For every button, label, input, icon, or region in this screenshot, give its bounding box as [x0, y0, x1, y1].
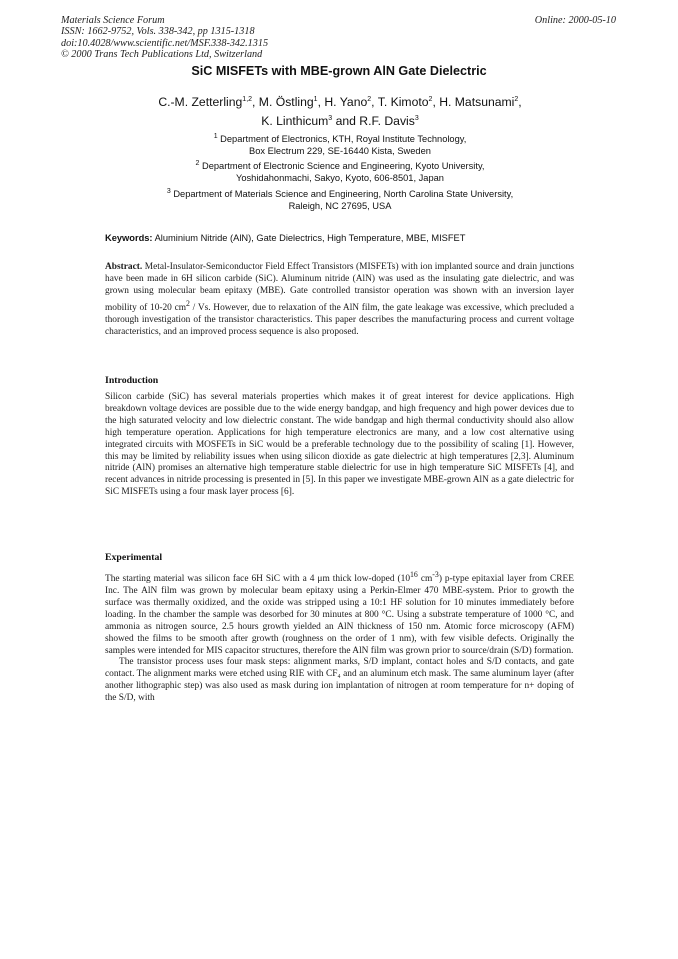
section-heading-experimental: Experimental: [105, 552, 163, 563]
author-name: C.-M. Zetterling: [158, 95, 243, 110]
copyright-line: © 2000 Trans Tech Publications Ltd, Switzerland: [61, 49, 263, 61]
introduction-text: Silicon carbide (SiC) has several materials properties which makes it of great interest for device applications. High breakdown voltage devices are possible due to the wide energy bandgap, and high frequency and high power devices due to the high saturated velocity and low dielectric constant. The wide bandgap and high thermal conductivity should also allow high temperature operation. Applications for high temperature electronics are many, and a low cost alternative using integrated circuits with MOSFETs in SiC would be a preferable technology due to the possibility of scaling [1]. However, this may be limited by reliability issues when using silicon dioxide as gate dielectric at high temperatures [2,3]. Aluminum nitride (AlN) promises an alternative high temperature stable dielectric for use in high temperature SiC MISFETs [4], and recent advances in nitride processing is presented in [5]. In this paper we investigate MBE-grown AlN as a gate dielectric for SiC MISFETs using a four mask layer process [6].: [105, 392, 574, 498]
author-name: , T. Kimoto: [371, 95, 429, 110]
author-name: , H. Matsunami: [432, 95, 515, 110]
journal-name: Materials Science Forum: [61, 15, 165, 26]
journal-header: [61, 15, 268, 61]
author-list: C.-M. Zetterling$^{1,2}$, M. Östling$^1$, H. Yano$^2$, T. Kimoto$^2$, H. Matsunami$^2$, K. Linthicum$^3$ and R.F. Davis$^3$: [158, 95, 522, 128]
abstract-label: Abstract.: [105, 262, 143, 272]
author-name: , H. Yano: [317, 95, 368, 110]
online-date: Online: 2000-05-10: [534, 15, 616, 26]
author-name: K. Linthicum: [261, 113, 329, 128]
section-heading-introduction: Introduction: [105, 375, 159, 386]
abstract: Abstract. Metal-Insulator-Semiconductor Field Effect Transistors (MISFETs) with ion implanted source and drain junctions have been made in 6H silicon carbide (SiC). Aluminum nitride (AlN) was used as the insulating gate dielectric, and was grown using molecular beam epitaxy (MBE). Gate controlled transistor operation was shown with an inversion layer mobility of 10-20 $cm^2$ / Vs. However, due to relaxation of the AlN film, the gate leakage was excessive, which precluded a thorough investigation of the transistor characteristics. This paper describes the manufacturing process and current voltage characteristics, and an improved process sequence is also proposed.: [105, 262, 574, 337]
experimental-text: The starting material was silicon face 6H SiC with a 4 μm thick low-doped ($10^{16}$ $cm^{-3}$) p-type epitaxial layer from CREE Inc. The AlN film was grown by molecular beam epitaxy using a Perkin-Elmer 470 MBE-system. Prior to growth the surface was thermally oxidized, and the oxide was stripped using a 10:1 HF solution for 10 minutes immediately before loading. In the chamber the sample was desorbed for 30 minutes at 800 °C. Using a substrate temperature of 1000 °C, and ammonia as nitrogen source, 2.5 hours growth yielded an AlN thickness of 150 nm. Atomic force microscopy (AFM) showed the films to be smooth after growth (roughness on the order of 1 nm), with few visible defects. Originally the samples were intended for MIS capacitor structures, therefore the AlN film was grown prior to source/drain (S/D) formation. The transistor process uses four mask steps: alignment marks, S/D implant, contact holes and S/D contacts, and gate contact. The alignment marks were etched using RIE with CF₄ and an aluminum etch mask. The same aluminum layer (after another lithographic step) was also used as mask during ion implantation of nitrogen at room temperature for n+ doping of the S/D, with: [105, 570, 574, 704]
keywords-text: Aluminium Nitride (AlN), Gate Dielectrics, High Temperature, MBE, MISFET: [152, 233, 466, 243]
affiliation-2: $^2$ Department of Electronic Science and Engineering, Kyoto University, Yoshidahonmachi, Sakyo, Kyoto, 606-8501, Japan: [195, 160, 485, 183]
paper-title: SiC MISFETs with MBE-grown AlN Gate Dielectric: [191, 64, 487, 78]
doi-line: doi:10.4028/www.scientific.net/MSF.338-342.1315: [61, 37, 269, 49]
keywords: [105, 233, 575, 243]
affiliation-3: $^3$ Department of Materials Science and Engineering, North Carolina State University, Raleigh, NC 27695, USA: [166, 188, 514, 211]
author-name: , M. Östling: [252, 95, 314, 110]
keywords-label: Keywords:: [105, 233, 153, 243]
author-name: and R.F. Davis: [332, 113, 415, 128]
issn-line: ISSN: 1662-9752, Vols. 338-342, pp 1315-1318: [61, 26, 255, 38]
affiliation-1: $^1$ Department of Electronics, KTH, Royal Institute Technology, Box Electrum 229, SE-16440 Kista, Sweden: [213, 133, 467, 156]
